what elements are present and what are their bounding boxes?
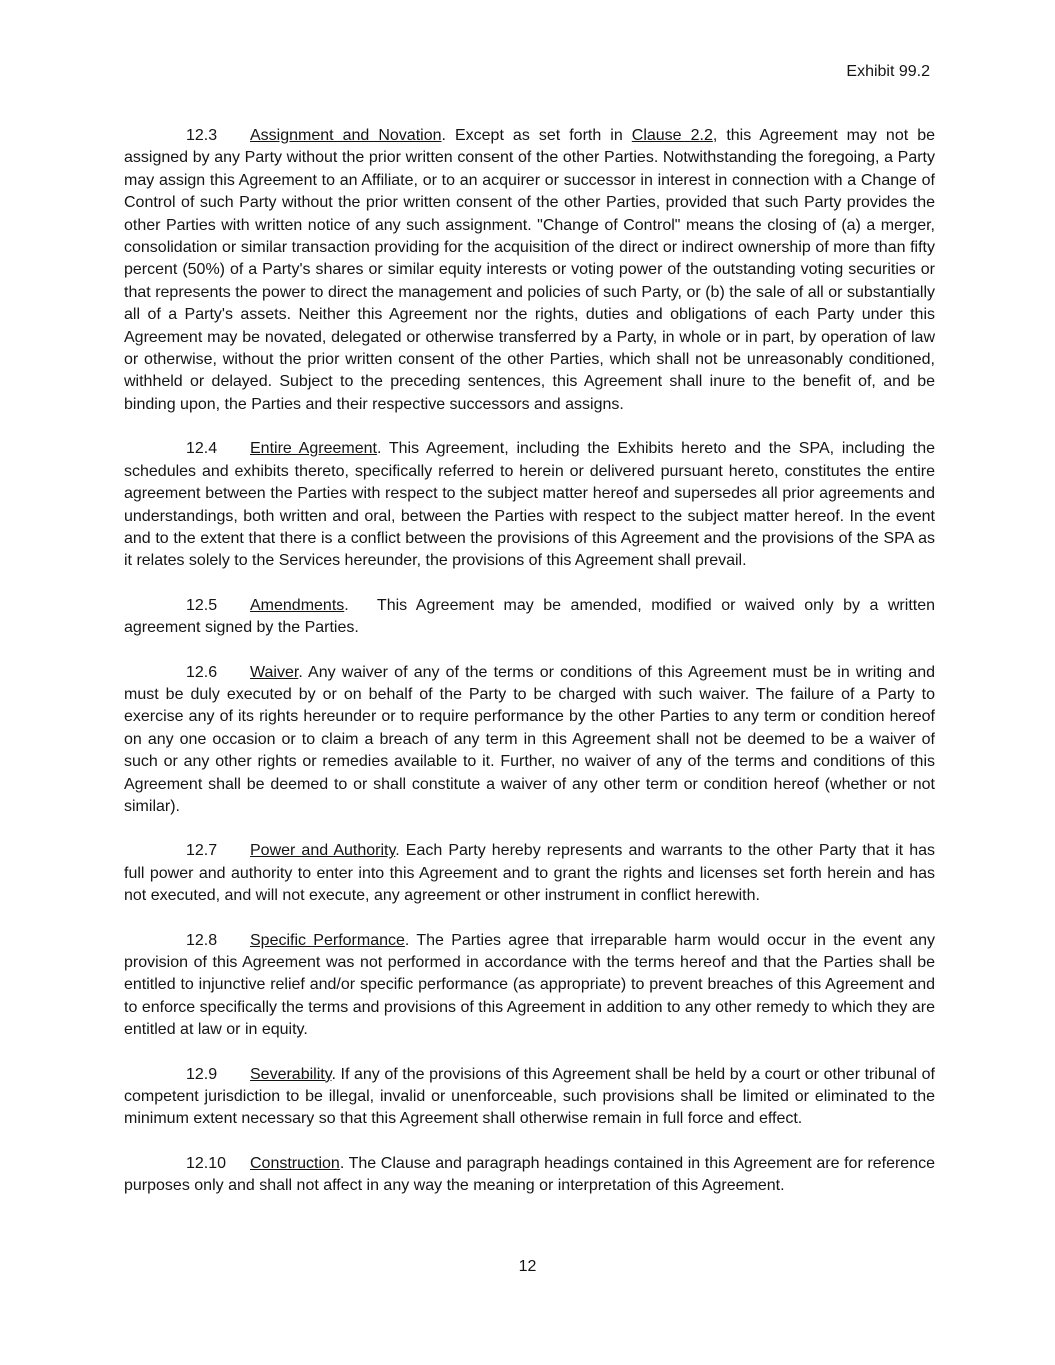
section-body: . This Agreement, including the Exhibits hereto and the SPA, including the schedules and exhibits thereto, specifically referred to herein or delivered pursuant hereto, constitutes the entire agreement between the Parties with respect to the subject matter hereof and supersedes all prior agreements and understandings, both written and oral, between the Parties with respect to the subject matter hereof. In the event and to the extent that there is a conflict between the provisions of this Agreement and the provisions of the SPA as it relates solely to the Services hereunder, the provisions of this Agreement shall prevail. <box>124 440 935 570</box>
section-number: 12.7 <box>186 842 218 860</box>
section-body: . Each Party hereby represents and warrants to the other Party that it has full power and authority to enter into this Agreement and to grant the rights and licenses set forth herein and has not executed, and will not execute, any agreement or other instrument in conflict herewith. <box>124 842 935 905</box>
section-12-4 <box>124 438 935 572</box>
section-number: 12.6 <box>186 663 218 681</box>
section-heading: Assignment and Novation <box>250 127 442 144</box>
section-number: 12.10 <box>186 1154 227 1172</box>
section-12-10 <box>124 1153 935 1198</box>
section-12-5 <box>124 595 935 640</box>
section-heading: Entire Agreement <box>250 440 377 458</box>
section-heading: Construction <box>250 1154 340 1172</box>
section-12-7 <box>124 840 935 907</box>
section-heading: Specific Performance <box>250 931 405 949</box>
section-body: . Except as set forth in <box>441 127 632 144</box>
document-body <box>124 125 935 1264</box>
section-12-3 <box>124 125 935 416</box>
exhibit-label: Exhibit 99.2 <box>846 63 930 80</box>
section-heading: Waiver <box>250 663 299 681</box>
section-12-9 <box>124 1064 935 1131</box>
section-heading: Severability <box>250 1065 332 1083</box>
section-body: . If any of the provisions of this Agreement shall be held by a court or other tribunal of competent jurisdiction to be illegal, invalid or unenforceable, such provisions shall be limited or eliminated to the minimum extent necessary so that this Agreement shall otherwise remain in full force and effect. <box>124 1065 935 1128</box>
section-12-8 <box>124 930 935 1042</box>
section-12-10-construction <box>124 1220 935 1242</box>
section-body: . This Agreement may be amended, modified or waived only by a written agreement signed by the Parties. <box>124 596 935 637</box>
section-12-6 <box>124 662 935 819</box>
clause-reference: Clause 2.2 <box>631 127 713 144</box>
section-heading: Power and Authority <box>250 842 396 860</box>
section-body: . Any waiver of any of the terms or conditions of this Agreement must be in writing and must be duly executed by or on behalf of the Party to be charged with such waiver. The failure of a Party to exercise any of its rights hereunder or to require performance by the other Parties to any term or condition hereof on any one occasion or to claim a breach of any term in this Agreement shall not be deemed to be a waiver of such or any other rights or remedies available to it. Further, no waiver of any of the terms and conditions of this Agreement shall be deemed to or shall constitute a waiver of any other term or condition hereof (whether or not similar). <box>124 663 935 815</box>
page-number: 12 <box>518 1258 537 1275</box>
section-heading: Amendments <box>250 596 345 614</box>
section-number: 12.3 <box>186 127 218 144</box>
section-body: , this Agreement may not be assigned by any Party without the prior written consent of the other Parties. Notwithstanding the foregoing, a Party may assign this Agreement to an Affiliate, or to an acquirer or successor in interest in connection with a Change of Control of such Party without the prior written consent of the other Parties, provided that such Party provides the other Parties with written notice of any such assignment. "Change of Control" means the closing of (a) a merger, consolidation or similar transaction providing for the acquisition of the direct or indirect ownership of more than fifty percent (50%) of a Party's shares or similar equity interests or voting power of the outstanding voting securities or that represents the power to direct the management and policies of such Party, or (b) the sale of all or substantially all of a Party's assets. Neither this Agreement nor the rights, duties and obligations of each Party under this Agreement may be novated, delegated or otherwise transferred by a Party, in whole or in part, by operation of law or otherwise, without the prior written consent of the other Parties, which shall not be unreasonably conditioned, withheld or delayed. Subject to the preceding sentences, this Agreement shall inure to the benefit of, and be binding upon, the Parties and their respective successors and assigns. <box>124 127 935 413</box>
section-number: 12.5 <box>186 596 218 614</box>
section-body: . The Clause and paragraph headings contained in this Agreement are for reference purposes only and shall not affect in any way the meaning or interpretation of this Agreement. <box>124 1154 935 1195</box>
section-number: 12.9 <box>186 1065 218 1083</box>
section-body: . The Parties agree that irreparable harm would occur in the event any provision of this Agreement was not performed in accordance with the terms hereof and that the Parties shall be entitled to injunctive relief and/or specific performance (as appropriate) to prevent breaches of this Agreement and to enforce specifically the terms and provisions of this Agreement in addition to any other remedy to which they are entitled at law or in equity. <box>124 931 935 1039</box>
section-number: 12.8 <box>186 931 218 949</box>
section-number: 12.4 <box>186 440 218 458</box>
